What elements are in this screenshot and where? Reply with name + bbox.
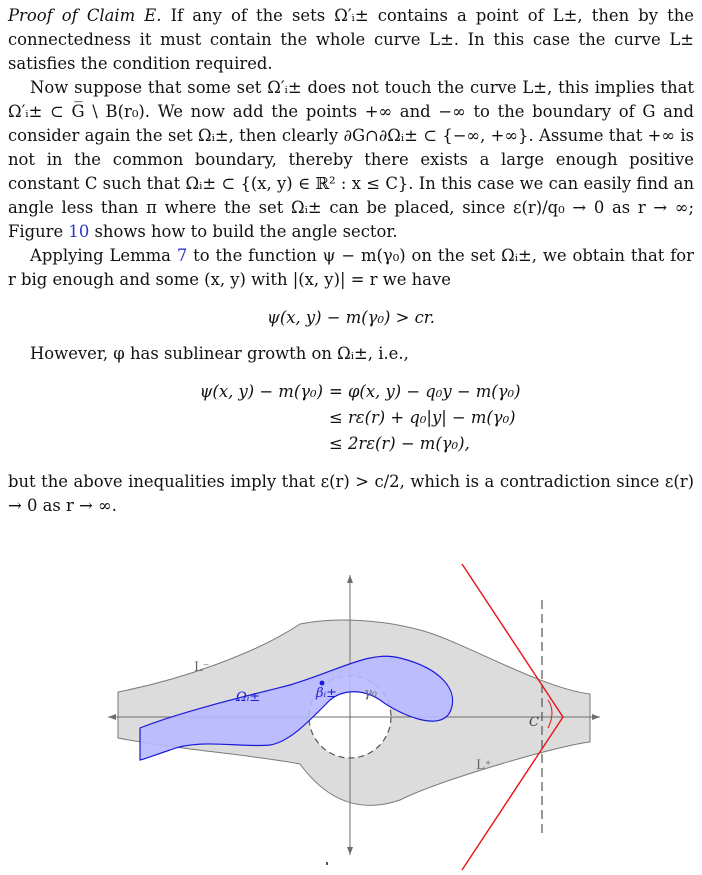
- beta-point: [320, 681, 325, 686]
- paragraph-4: However, φ has sublinear growth on Ωᵢ±, i.e.,: [30, 344, 409, 363]
- equation-2-line-1: = φ(x, y) − q₀y − m(γ₀): [329, 382, 521, 401]
- label-l-plus: L⁺: [476, 758, 492, 773]
- paragraph-3: [8, 244, 694, 292]
- equation-2-lhs: ψ(x, y) − m(γ₀): [199, 382, 323, 401]
- label-gamma: γ₀: [364, 686, 377, 701]
- paragraph-3-tail: to the function ψ − m(γ₀) on the set Ωᵢ±, we obtain that for r big enough and some (x, y) with |(x, y)| = r we have: [8, 246, 694, 289]
- proof-lead: Proof of Claim E.: [8, 6, 162, 25]
- label-c: C: [529, 715, 539, 730]
- page-mark: [326, 862, 328, 865]
- lemma-ref-link[interactable]: 7: [176, 246, 188, 265]
- y-axis-arrow-bottom: [347, 847, 353, 855]
- figure-ref-link[interactable]: 10: [68, 222, 90, 241]
- x-axis-arrow-left: [108, 714, 116, 720]
- equation-2-line-3: ≤ 2rε(r) − m(γ₀),: [329, 434, 470, 453]
- label-omega: Ωᵢ±: [236, 690, 261, 705]
- figure-angle-sector: [0, 560, 702, 875]
- paragraph-5: but the above inequalities imply that ε(r) > c/2, which is a contradiction since ε(r) → 0 as r → ∞.: [8, 472, 694, 515]
- equation-2: [8, 380, 694, 458]
- paragraph-2: [8, 76, 694, 244]
- page-text: [8, 4, 694, 518]
- paragraph-1: [8, 4, 694, 76]
- paragraph-2-body: Now suppose that some set Ω′ᵢ± does not touch the curve L±, this implies that Ω′ᵢ± ⊂ G̅ \ B(r₀). We now add the points +∞ and −∞ to the boundary of G and consider again the set Ωᵢ±, then clearly ∂G∩∂Ωᵢ± ⊂ {−∞, +∞}. Assume that +∞ is not in the common boundary, thereby there exists a large enough positive constant C such that Ωᵢ± ⊂ {(x, y) ∈ ℝ² : x ≤ C}. In this case we can easily find an angle less than π where the set Ωᵢ± can be placed, since ε(r)/q₀ → 0 as r → ∞; Figure: [8, 78, 694, 241]
- equation-1: ψ(x, y) − m(γ₀) > cr.: [267, 308, 435, 327]
- label-l-minus: L⁻: [194, 660, 210, 675]
- equation-2-line-2: ≤ rε(r) + q₀|y| − m(γ₀): [329, 408, 516, 427]
- label-beta: βᵢ±: [316, 686, 338, 701]
- paragraph-3-body: Applying Lemma: [30, 246, 171, 265]
- paragraph-2-tail: shows how to build the angle sector.: [94, 222, 398, 241]
- y-axis-arrow: [347, 575, 353, 583]
- paragraph-1-body: If any of the sets Ω′ᵢ± contains a point of L±, then by the connectedness it must contain the whole curve L±. In this case the curve L± satisfies the condition required.: [8, 6, 694, 73]
- x-axis-arrow: [592, 714, 600, 720]
